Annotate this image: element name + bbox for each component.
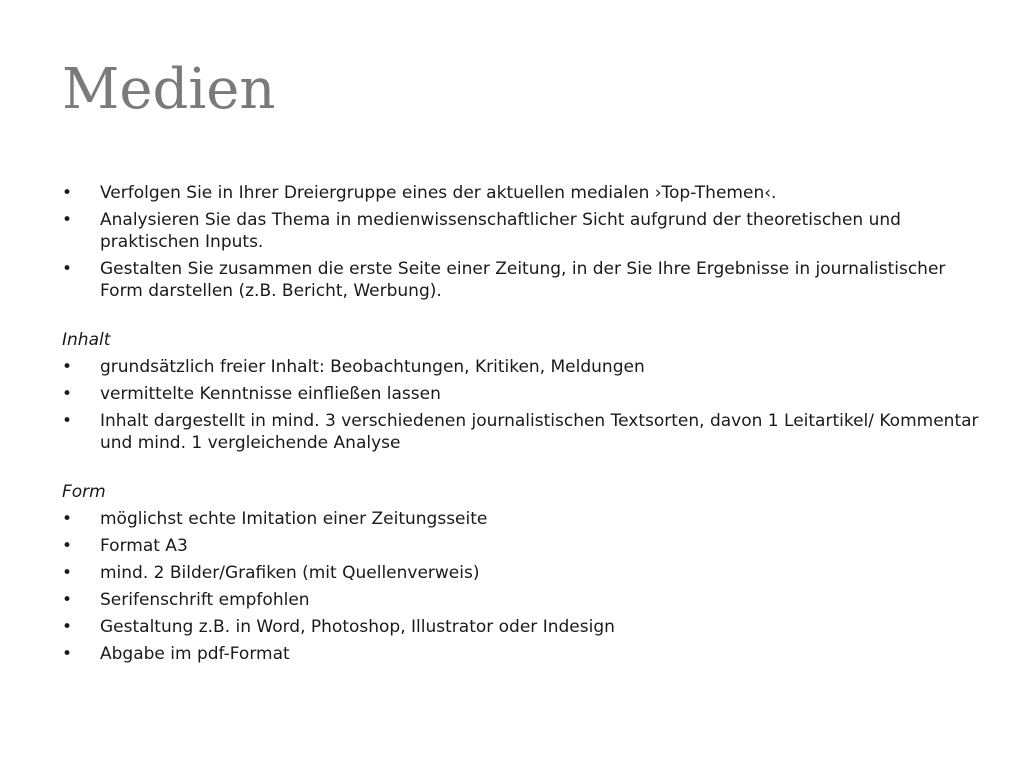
list-item [62, 356, 982, 378]
list-item [62, 589, 982, 611]
list-item [62, 410, 982, 454]
slide-title: Medien [62, 57, 276, 122]
bullet-icon: • [62, 357, 73, 377]
form-list [62, 508, 982, 665]
bullet-icon: • [62, 509, 73, 529]
list-item-text: mind. 2 Bilder/Grafiken (mit Quellenverweis) [100, 563, 480, 583]
spacer [62, 459, 982, 481]
list-item [62, 508, 982, 530]
list-item [62, 535, 982, 557]
list-item-text: Gestaltung z.B. in Word, Photoshop, Illustrator oder Indesign [100, 617, 615, 637]
list-item-text: Analysieren Sie das Thema in medienwissenschaftlicher Sicht aufgrund der theoretischen und praktischen Inputs. [100, 210, 901, 252]
bullet-icon: • [62, 536, 73, 556]
list-item-text: möglichst echte Imitation einer Zeitungsseite [100, 509, 488, 529]
bullet-icon: • [62, 210, 73, 230]
slide-body [62, 182, 982, 670]
list-item-text: grundsätzlich freier Inhalt: Beobachtungen, Kritiken, Meldungen [100, 357, 645, 377]
list-item-text: vermittelte Kenntnisse einfließen lassen [100, 384, 441, 404]
list-item [62, 383, 982, 405]
list-item [62, 209, 982, 253]
section-heading-form: Form [62, 482, 106, 502]
inhalt-list [62, 356, 982, 454]
bullet-icon: • [62, 563, 73, 583]
bullet-icon: • [62, 183, 73, 203]
section-heading-inhalt: Inhalt [62, 330, 111, 350]
list-item-text: Abgabe im pdf-Format [100, 644, 290, 664]
list-item [62, 616, 982, 638]
bullet-icon: • [62, 259, 73, 279]
list-item-text: Format A3 [100, 536, 188, 556]
list-item [62, 562, 982, 584]
list-item [62, 182, 982, 204]
bullet-icon: • [62, 384, 73, 404]
list-item-text: Gestalten Sie zusammen die erste Seite einer Zeitung, in der Sie Ihre Ergebnisse in journalistischer Form darstellen (z.B. Bericht, Werbung). [100, 259, 946, 301]
list-item-text: Verfolgen Sie in Ihrer Dreiergruppe eines der aktuellen medialen ›Top-Themen‹. [100, 183, 777, 203]
list-item-text: Inhalt dargestellt in mind. 3 verschiedenen journalistischen Textsorten, davon 1 Leitartikel/ Kommentar und mind. 1 vergleichende Analyse [100, 411, 979, 453]
bullet-icon: • [62, 644, 73, 664]
bullet-icon: • [62, 590, 73, 610]
list-item [62, 643, 982, 665]
list-item-text: Serifenschrift empfohlen [100, 590, 310, 610]
list-item [62, 258, 982, 302]
bullet-icon: • [62, 617, 73, 637]
spacer [62, 307, 982, 329]
intro-list [62, 182, 982, 302]
bullet-icon: • [62, 411, 73, 431]
